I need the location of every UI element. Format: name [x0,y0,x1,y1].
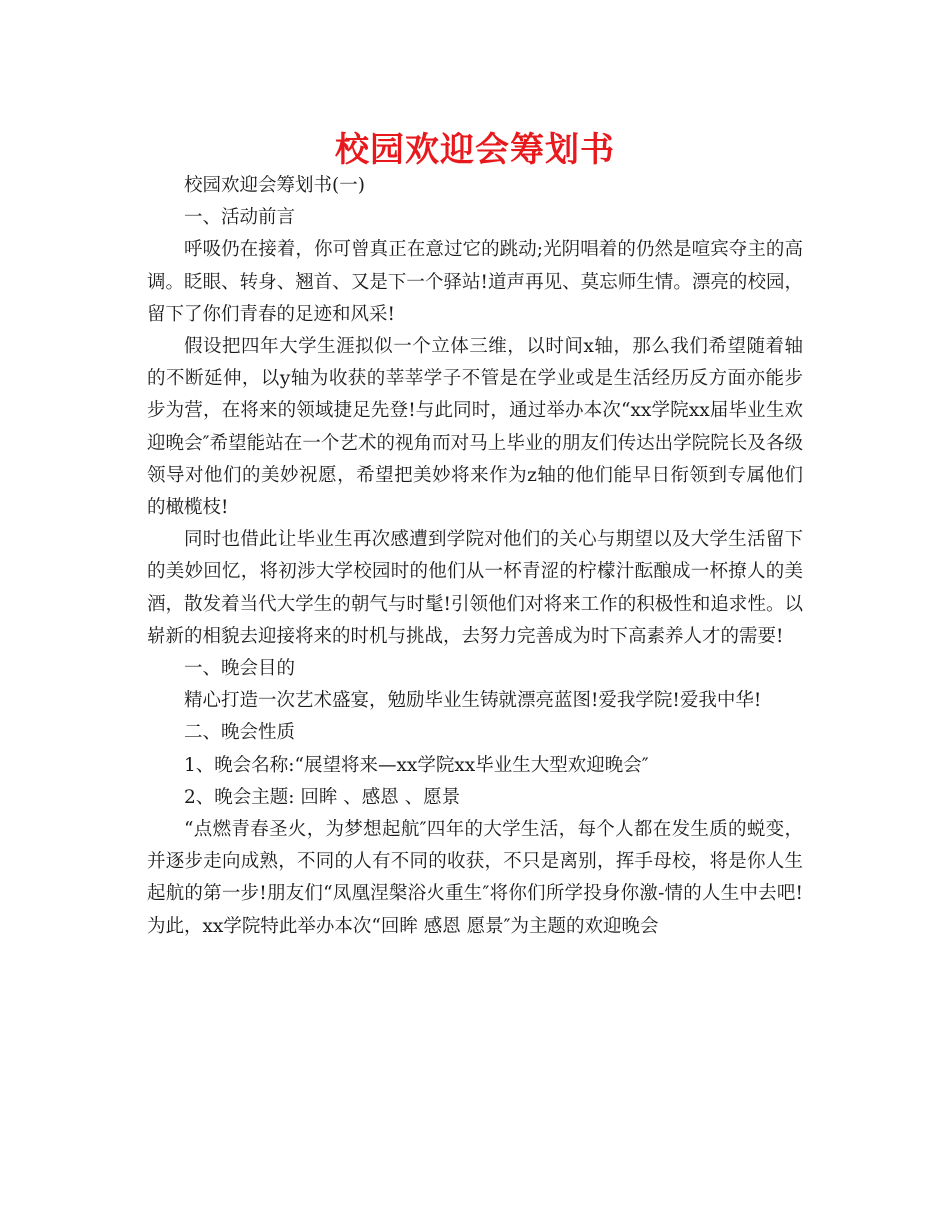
paragraph-preface-3: 同时也借此让毕业生再次感遭到学院对他们的关心与期望以及大学生活留下的美妙回忆，将初涉大学校园时的他们从一杯青涩的柠檬汁酝酿成一杯撩人的美酒，散发着当代大学生的朝气与时髦!引领他们对将来工作的积极性和追求性。以崭新的相貌去迎接将来的时机与挑战，去努力完善成为时下高素养人才的需要! [147,529,803,647]
document-title: 校园欢迎会筹划书 [335,130,615,170]
paragraph-purpose: 精心打造一次艺术盛宴，勉励毕业生铸就漂亮蓝图!爱我学院!爱我中华! [184,690,762,712]
paragraph-preface-1: 呼吸仍在接着，你可曾真正在意过它的跳动;光阴唱着的仍然是喧宾夺主的高调。眨眼、转身、翘首、又是下一个驿站!道声再见、莫忘师生情。漂亮的校园，留下了你们青春的足迹和风采! [147,239,803,325]
paragraph-event-name: 1、晚会名称:“展望将来—xx学院xx毕业生大型欢迎晚会″ [184,754,649,776]
paragraph-preface-2: 假设把四年大学生涯拟似一个立体三维，以时间x轴，那么我们希望随着轴的不断延伸，以y轴为收获的莘莘学子不管是在学业或是生活经历反方面亦能步步为营，在将来的领域捷足先登!与此同时，通过举办本次“xx学院xx届毕业生欢迎晚会″希望能站在一个艺术的视角而对马上毕业的朋友们传达出学院院长及各级领导对他们的美妙祝愿，希望把美妙将来作为z轴的他们能早日衔领到专属他们的橄榄枝! [147,336,803,519]
paragraph-event-theme: 2、晚会主题: 回眸 、感恩 、愿景 [184,786,461,808]
document-body [147,170,803,943]
paragraph-heading-preface: 一、活动前言 [184,207,296,229]
paragraph-heading-nature: 二、晚会性质 [184,722,296,744]
paragraph-theme-detail: “点燃青春圣火，为梦想起航″四年的大学生活，每个人都在发生质的蜕变，并逐步走向成熟，不同的人有不同的收获，不只是离别，挥手母校，将是你人生起航的第一步!朋友们“凤凰涅槃浴火重生″将你们所学投身你激-情的人生中去吧!为此，xx学院特此举办本次“回眸 感恩 愿景″为主题的欢迎晚会 [147,819,803,937]
paragraph-subtitle: 校园欢迎会筹划书(一) [184,175,365,196]
paragraph-heading-purpose: 一、晚会目的 [184,658,296,680]
